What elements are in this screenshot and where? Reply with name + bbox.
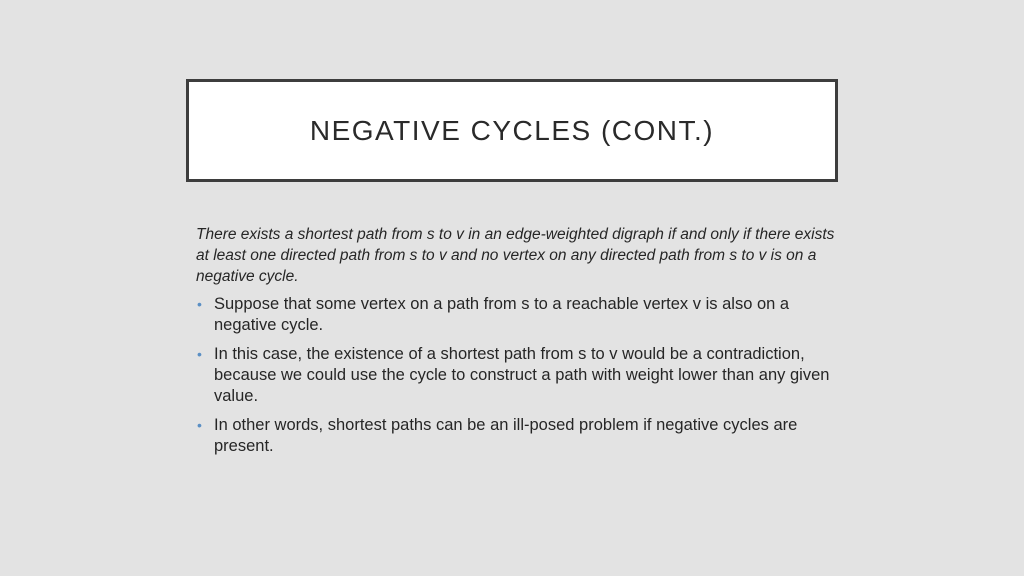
bullet-text: In this case, the existence of a shortest path from s to v would be a contradiction, because we could use the cycle to construct a path with weight lower than any given value. bbox=[214, 345, 830, 405]
slide-title: NEGATIVE CYCLES (CONT.) bbox=[309, 114, 715, 146]
bullet-item bbox=[196, 294, 836, 336]
bullet-text: In other words, shortest paths can be an ill-posed problem if negative cycles are present. bbox=[214, 416, 798, 455]
title-box bbox=[186, 79, 838, 182]
bullet-text: Suppose that some vertex on a path from s to a reachable vertex v is also on a negative cycle. bbox=[214, 295, 790, 334]
bullet-item bbox=[196, 344, 836, 407]
intro-paragraph: There exists a shortest path from s to v in an edge-weighted digraph if and only if there exists at least one directed path from s to v and no vertex on any directed path from s to v is on a negative cycle. bbox=[196, 226, 835, 285]
bullet-icon: • bbox=[197, 346, 202, 362]
bullet-icon: • bbox=[197, 417, 202, 433]
slide-content bbox=[196, 224, 836, 465]
bullet-item bbox=[196, 415, 836, 457]
bullet-icon: • bbox=[197, 296, 202, 312]
bullet-list bbox=[196, 294, 836, 457]
